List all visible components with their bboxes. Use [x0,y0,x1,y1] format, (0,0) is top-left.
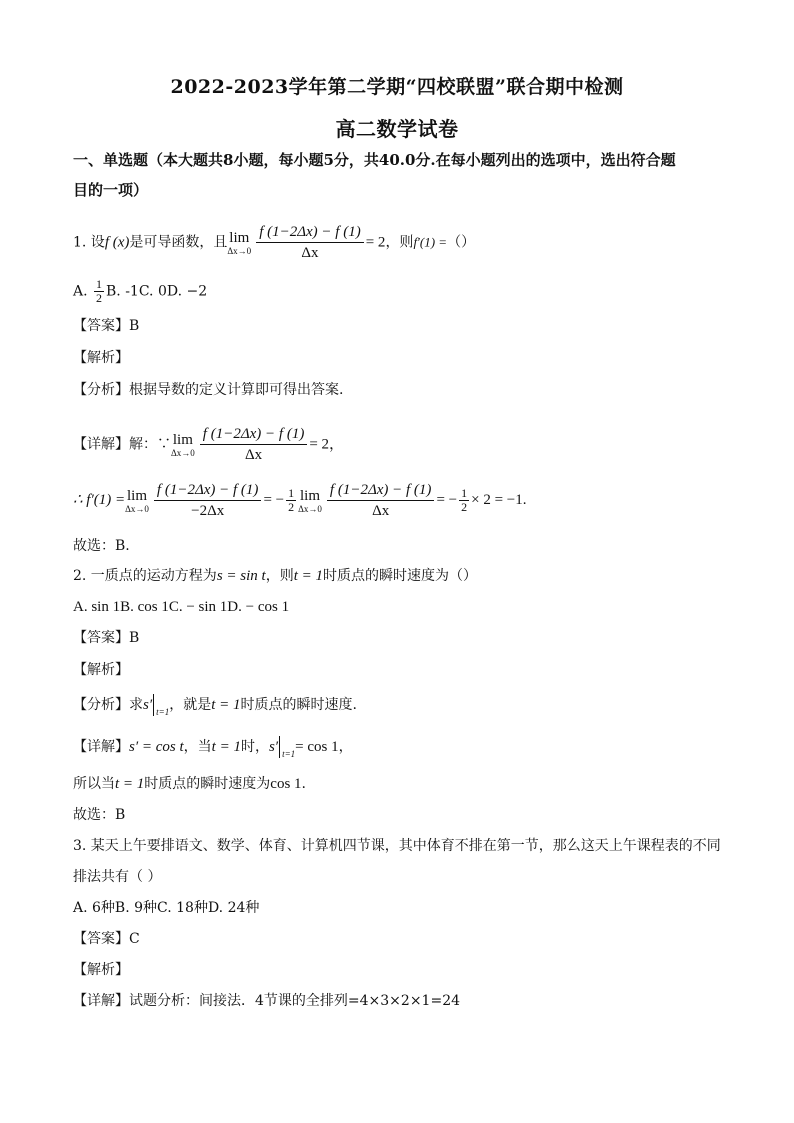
q1-derive-lead: ∴ f′(1) = [73,491,126,508]
q1-opt-rest: B. -1C. 0D. −2 [106,283,208,300]
q1-func: f (x) [104,234,130,251]
q1-half-den: 2 [96,291,103,305]
q1-detail-lead: 解：∵ [129,436,171,453]
q1-derive-half1-den: 2 [288,500,295,514]
q1-detail [73,424,344,465]
q1-detail-num: f (1−2Δx) − f (1) [200,424,308,445]
q3-analysis-tag: 【解析】 [73,962,129,978]
q1-lim-sub: Δx→0 [227,245,252,256]
q1-derive-den1: −2Δx [191,503,225,519]
q2-fenxi-t1: t = 1 [211,697,241,713]
q1-stem [73,222,475,263]
fenxi-tag: 【分析】 [73,697,129,713]
q1-ask: f′(1) = [413,234,448,250]
q2-t1: t = 1 [293,568,323,584]
q2-so-d: . [301,776,306,792]
q1-answer-value: B [129,318,140,334]
q1-analysis-tag: 【解析】 [73,350,129,366]
q2-lead: 2. 一质点的运动方程为 [73,568,217,584]
q1-detail-lim-sub: Δx→0 [171,447,195,458]
q1-half-num: 1 [96,277,103,291]
q2-analysis-tag: 【解析】 [73,662,129,678]
q1-mid: 是可导函数，且 [129,234,228,251]
q1-derive-half2-num: 1 [461,486,468,500]
q1-derive-lim1: lim [127,487,148,504]
q2-mid: ，则 [265,568,294,584]
q3-stem-line2: 排法共有（ ） [73,869,162,885]
q3-detail [73,991,460,1011]
q1-derive-tail: × 2 = −1. [471,491,527,508]
exam-title: 2022-2023学年第二学期“四校联盟”联合期中检测 [170,76,624,98]
q2-tail: 时质点的瞬时速度为（） [323,568,477,584]
answer-tag: 【答案】 [73,931,129,947]
q2-answer [73,628,139,648]
q3-detail-text: 试题分析：间接法．4节课的全排列=4×3×2×1=24 [129,993,461,1009]
q1-derive-den2: Δx [372,503,390,519]
q1-then: ，则 [385,234,414,251]
detail-tag: 【详解】 [73,436,129,453]
q1-derive-eq2: = − [436,491,458,508]
answer-tag: 【答案】 [73,318,129,334]
q1-lead: 1. 设 [73,234,105,251]
q2-detail-a: s′ = cos t [129,739,184,755]
q2-so-b: 时质点的瞬时速度为 [144,776,271,792]
q1-fenxi [73,380,343,400]
exam-subtitle: 高二数学试卷 [335,117,459,141]
q2-so-a: 所以当 [73,776,115,792]
q2-detail-t1: t = 1 [211,739,241,755]
q2-detail-s-prime: s′ [268,739,279,755]
q2-conclude: 故选：B [73,807,126,823]
q2-detail-e: ， [338,739,353,755]
q3-options: A. 6种B. 9种C. 18种D. 24种 [73,900,260,916]
q1-fenxi-text: 根据导数的定义计算即可得出答案. [129,382,344,398]
q1-derivation [73,480,527,521]
detail-tag: 【详解】 [73,993,129,1009]
q1-paren: （） [447,234,476,251]
q2-detail-d: = cos 1 [295,739,339,755]
answer-tag: 【答案】 [73,630,129,646]
q1-detail-den: Δx [244,447,263,463]
q1-derive-lim2-sub: Δx→0 [298,503,322,514]
fenxi-tag: 【分析】 [73,382,129,398]
q2-fenxi-b: ，就是 [169,697,212,713]
q2-at-t1: t=1 [156,707,170,717]
q1-derive-lim2: lim [300,487,321,504]
q1-derive-lim1-sub: Δx→0 [125,503,149,514]
section-heading-line2: 目的一项） [73,181,149,199]
q3-answer [73,929,140,949]
q2-equation: s = sin t [216,568,266,584]
q2-options: A. sin 1B. cos 1C. − sin 1D. − cos 1 [73,599,290,615]
q1-derive-num2: f (1−2Δx) − f (1) [327,480,435,501]
q2-detail-b: ，当 [183,739,212,755]
q1-derive-half1-num: 1 [288,486,295,500]
q3-stem-line1: 3. 某天上午要排语文、数学、体育、计算机四节课，其中体育不排在第一节，那么这天上午课程表的不同 [73,838,721,854]
q2-stem [73,566,477,586]
q2-fenxi [73,694,357,722]
q1-opt-a: A. [73,283,88,300]
q1-derive-num1: f (1−2Δx) − f (1) [154,480,262,501]
q1-detail-lim: lim [172,431,193,448]
q1-answer [73,316,139,336]
q1-conclude: 故选：B. [73,538,130,554]
q2-fenxi-c: 时质点的瞬时速度. [240,697,357,713]
q2-s-prime: s′ [143,697,153,713]
q2-so-c: cos 1 [270,776,302,792]
q1-eq: = 2 [365,234,386,251]
q1-derive-eq1: = − [263,491,285,508]
q2-detail-at-t1: t=1 [282,749,296,759]
q1-derive-half2-den: 2 [461,500,468,514]
q1-lim-word: lim [229,229,250,246]
q1-detail-eq: = 2， [309,436,345,453]
q3-answer-value: C [129,931,140,947]
section-heading-line1: 一、单选题（本大题共8小题，每小题5分，共40.0分.在每小题列出的选项中，选出符合题 [73,151,676,169]
q1-options [73,278,207,305]
q1-numerator: f (1−2Δx) − f (1) [256,222,364,243]
q2-so-t1: t = 1 [115,776,145,792]
detail-tag: 【详解】 [73,739,129,755]
q2-detail [73,736,353,764]
q2-fenxi-a: 求 [129,697,143,713]
q2-so [73,774,306,794]
q2-answer-value: B [129,630,140,646]
q2-detail-c: 时， [240,739,269,755]
q1-denominator: Δx [301,245,319,261]
